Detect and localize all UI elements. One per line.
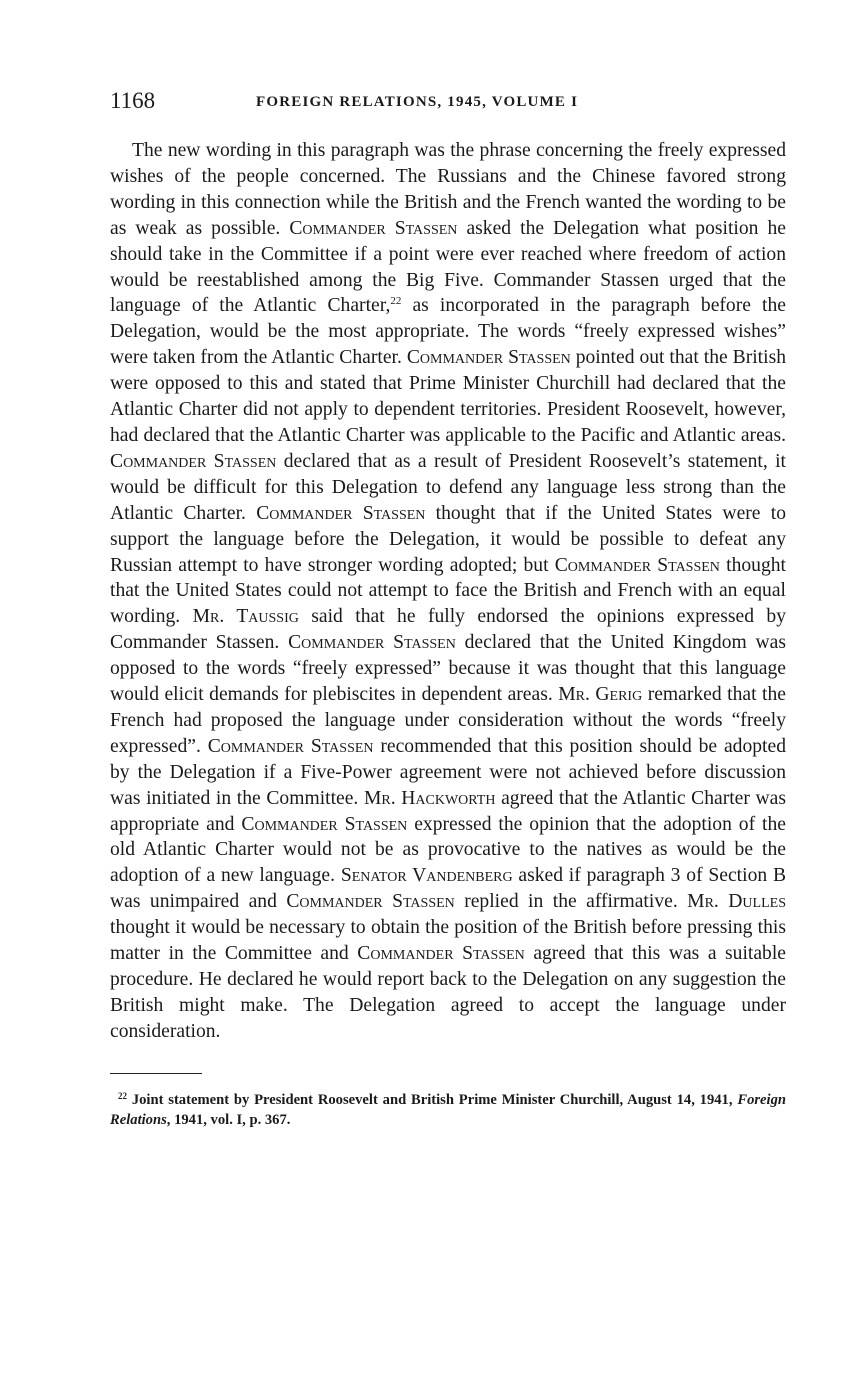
speaker-name: Mr. Dulles	[687, 891, 786, 913]
speaker-name: Commander Stassen	[207, 735, 374, 757]
text-segment: asked if paragraph 3 of Section B was unimpaired and	[110, 865, 787, 913]
text-segment: said that he fully endorsed the opinions expressed by Commander Stassen.	[110, 606, 786, 654]
speaker-name: Commander Stassen	[286, 891, 455, 913]
text-segment: as incorporated in the paragraph before the Delegation, would be the most appropriate. The words “freely expressed wishes” were taken from the Atlantic Charter.	[110, 295, 786, 369]
text-segment: recommended that this position should be adopted by the Delegation if a Five-Power agreement were not achieved before discussion was initiated in the Committee.	[110, 735, 786, 809]
speaker-name: Commander Stassen	[241, 813, 408, 835]
body-paragraph	[110, 138, 786, 1045]
speaker-name: Commander Stassen	[110, 450, 277, 472]
footnote	[110, 1090, 786, 1130]
document-page	[110, 88, 786, 1130]
speaker-name: Senator Vandenberg	[340, 865, 513, 887]
speaker-name: Commander Stassen	[288, 632, 456, 654]
text-segment: asked the Delegation what position he should take in the Committee if a point were ever reached where freedom of action would be reestablished among the Big Five. Commander Stassen urged that the language of the Atlantic Charter,	[110, 217, 786, 317]
page-number: 1168	[110, 88, 156, 113]
speaker-name: Commander Stassen	[289, 217, 458, 239]
speaker-name: Mr. Taussig	[192, 606, 299, 628]
footnote-text: Joint statement by President Roosevelt and British Prime Minister Churchill, August 14, 1941,	[127, 1091, 738, 1108]
text-segment: thought that if the United States were to support the language before the Delegation, it would be possible to defeat any Russian attempt to have stronger wording adopted; but	[110, 502, 786, 576]
footnote-divider	[110, 1073, 202, 1074]
text-segment: thought that the United States could not attempt to face the British and French with an equal wording.	[110, 554, 787, 628]
speaker-name: Commander Stassen	[554, 554, 720, 576]
text-segment: declared that as a result of President Roosevelt’s statement, it would be difficult for this Delegation to defend any language less strong than the Atlantic Charter.	[110, 450, 786, 524]
speaker-name: Commander Stassen	[357, 943, 525, 965]
text-segment: agreed that this was a suitable procedure. He declared he would report back to the Delegation on any suggestion the British might make. The Delegation agreed to accept the language under consideration.	[110, 943, 786, 1042]
footnote-reference: 22	[390, 295, 402, 308]
text-segment: expressed the opinion that the adoption of the old Atlantic Charter would not be as provocative to the natives as would be the adoption of a new language.	[110, 813, 786, 887]
text-segment: The new wording in this paragraph was the phrase concerning the freely expressed wishes of the people concerned. The Russians and the Chinese favored strong wording in this connection while the British and the French wanted the wording to be as weak as possible.	[110, 140, 786, 239]
speaker-name: Commander Stassen	[406, 347, 571, 369]
text-segment: thought it would be necessary to obtain the position of the British before pressing this matter in the Committee and	[110, 917, 786, 965]
running-head: FOREIGN RELATIONS, 1945, VOLUME I	[256, 94, 579, 110]
text-segment: agreed that the Atlantic Charter was appropriate and	[110, 787, 786, 835]
speaker-name: Mr. Hackworth	[363, 787, 496, 809]
page-header	[110, 88, 786, 124]
text-segment: pointed out that the British were opposed to this and stated that Prime Minister Churchill had declared that the Atlantic Charter did not apply to dependent territories. President Roosevelt, however, had declared that the Atlantic Charter was applicable to the Pacific and Atlantic areas.	[110, 347, 786, 446]
text-segment: declared that the United Kingdom was opposed to the words “freely expressed” because it was thought that this language would elicit demands for plebiscites in dependent areas.	[110, 632, 786, 706]
text-segment: remarked that the French had proposed the language under consideration without the words “freely expressed”.	[110, 684, 786, 757]
speaker-name: Mr. Gerig	[558, 684, 643, 706]
footnote-marker: 22	[118, 1090, 127, 1101]
text-segment: replied in the affirmative.	[454, 891, 688, 913]
footnote-source-detail: , 1941, vol. I, p. 367.	[166, 1111, 291, 1128]
footnote-source-title: Foreign Relations	[110, 1091, 786, 1128]
speaker-name: Commander Stassen	[256, 502, 426, 524]
